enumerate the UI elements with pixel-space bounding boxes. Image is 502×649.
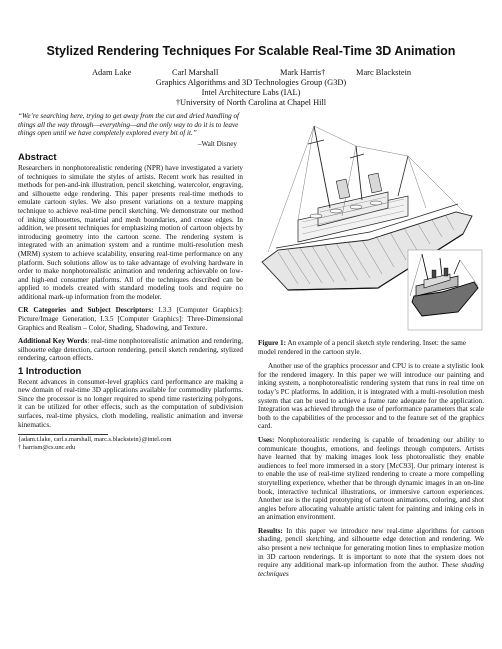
paper-title: Stylized Rendering Techniques For Scalable Real-Time 3D Animation [46, 44, 456, 58]
abstract-text: Researchers in nonphotorealistic rendering (NPR) have investigated a variety of techniques to simulate the styles of artists. Recent work has resulted in methods for pen-and-ink illustration, pencil sketching, watercolor, engraving, and silhouette edge rendering. This paper presents real-time methods to emulate cartoon styles. We also present variations on a texture mapping technique to achieve real-time pencil sketching. We demonstrate our method of inking silhouettes, material and mesh boundaries, and crease edges. In addition, we present techniques for emphasizing motion of cartoon objects by introducing geometry into the cartoon scene. The rendering system is integrated with an animation system and a runtime multi-resolution mesh (MRM) system to achieve scalability, ensuring real-time performance on any platform. Such solutions allow us to take advantage of evolving hardware in order to make nonphotorealistic animation and rendering achievable on low- and high-end consumer platforms. All of the techniques described can be applied to models created with standard modeling tools and require no additional mark-up information from the modeler. [18, 163, 243, 301]
key-words-label: Additional Key Words [18, 337, 88, 346]
uses-text: Nonphotorealistic rendering is capable of broadening our ability to communicate thoughts, emotions, and feelings through computers. Artists have learned that by making images look less photorealistic they enable audiences to feel more immersed in a story [McC93]. Our primary interest is to enable the use of real-time stylized rendering to create a more compelling storytelling experience, whether that be through dynamic images in an on-line book, interactive technical illustrations, or immersive cartoon experiences. Another use is the rapid prototyping of cartoon animations, coloring, and shot angles before allocating valuable artistic talent for painting and inking cels in an animation environment. [258, 435, 484, 522]
footnote-unc-email: † harrism@cs.unc.edu [18, 443, 76, 451]
cartoon-inset [408, 250, 482, 330]
introduction-text: Recent advances in consumer-level graphics card performance are making a new domain of real-time 3D applications available for commodity platforms. Since the processor is no longer required to spend time rasterizing polygons, it can be utilized for other effects, such as the computation of subdivision surfaces, real-time physics, cloth modeling, realistic animation and inverse kinematics. [18, 377, 243, 429]
abstract-heading: Abstract [18, 152, 57, 164]
cr-categories [18, 306, 243, 332]
epigraph-quote: “We’re searching here, trying to get away from the cut and dried handling of things all the way through—everything—and the only way to do it is to leave things open until we have completely explored every bit of it.” [18, 112, 240, 138]
figure-1-caption-label: Figure 1: [258, 339, 287, 347]
figure-1-caption [258, 339, 484, 356]
affiliation-line: Intel Architecture Labs (IAL) [201, 88, 301, 97]
right-column [258, 112, 484, 583]
footnote-emails: {adam.t.lake, carl.s.marshall, marc.s.blackstein}@intel.com [18, 436, 172, 444]
left-column [18, 112, 243, 451]
uses-label: Uses: [258, 435, 275, 444]
pencil-sketch-ship-illustration [258, 112, 484, 337]
epigraph-source: –Walt Disney [197, 139, 237, 148]
cr-categories-text: I.3.3 [Computer Graphics]: Picture/Image Generation, I.3.5 [Computer Graphics]: Three-Dimensional Graphics and Realism – Color, Shading, Shadowing, and Texture. [18, 306, 243, 332]
results-text: In this paper we introduce new real-time algorithms for cartoon shading, pencil sketching, and silhouette edge detection and rendering. We also present a new technique for generating motion lines to emphasize motion in 3D cartoon renderings. It is important to note that the system does not require any additional mark-up information from the author. [258, 526, 484, 570]
author-name: Marc Blackstein [356, 68, 412, 77]
figure-1-caption-text: An example of a pencil sketch style rendering. Inset: the same model rendered in the cartoon style. [258, 339, 467, 356]
right-paragraph-1: Another use of the graphics processor and CPU is to create a stylistic look for the rendered imagery. In this paper we will introduce our painting and inking system, a nonphotorealistic rendering system that runs in real time on today’s PC platforms. In addition, it is integrated with a multi-resolution mesh system that can be used to achieve a frame rate adequate for the application. Integration was achieved through the use of performance parameters that scale both to the capabilities of the processor and to the feature set of the graphics card. [258, 362, 484, 431]
author-name: Adam Lake [92, 68, 132, 77]
introduction-heading: 1 Introduction [18, 366, 82, 378]
key-words-text: : real-time nonphotorealistic animation and rendering, silhouette edge detection, cartoon rendering, pencil sketch rendering, stylized rendering, cartoon effects. [18, 337, 244, 363]
affiliation-line: Graphics Algorithms and 3D Technologies Group (G3D) [155, 78, 347, 87]
footnote-rule [18, 434, 108, 435]
key-words [18, 337, 243, 363]
results-paragraph [258, 527, 484, 579]
results-tail: These shading techniques [258, 561, 484, 578]
author-name: Carl Marshall [172, 68, 219, 77]
figure-1 [258, 112, 484, 337]
cr-categories-label: CR Categories and Subject Descriptors: [18, 306, 154, 315]
results-label: Results: [258, 526, 283, 535]
author-name: Mark Harris† [280, 68, 326, 77]
uses-paragraph [258, 436, 484, 522]
affiliation-line: †University of North Carolina at Chapel Hill [175, 98, 327, 107]
